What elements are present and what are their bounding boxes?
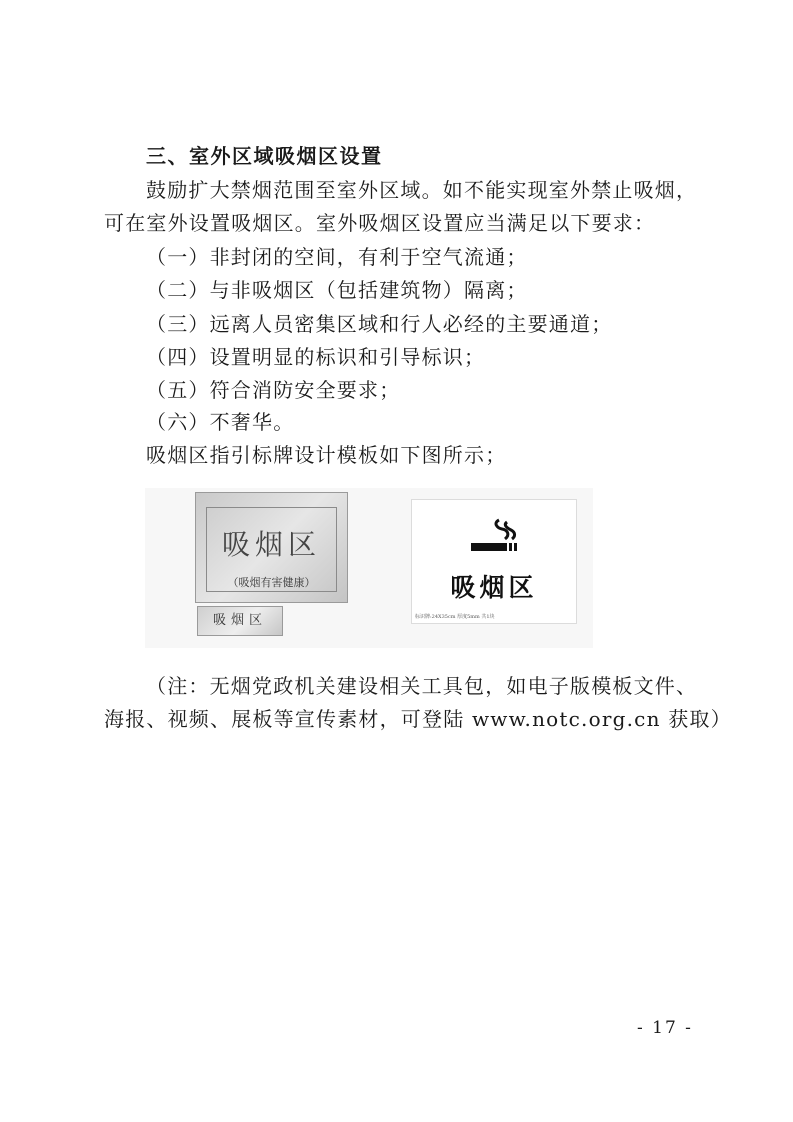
sign-subtitle: （吸烟有害健康） — [227, 576, 316, 589]
requirement-item-3: （三）远离人员密集区域和行人必经的主要通道； — [146, 312, 613, 336]
sign-title: 吸烟区 — [450, 573, 538, 602]
sign-border — [206, 507, 337, 592]
figure-intro: 吸烟区指引标牌设计模板如下图所示； — [146, 443, 507, 467]
sign-spec-text: 标识牌:24X35cm 厚度5mm 共1块 — [415, 614, 495, 620]
requirement-item-5: （五）符合消防安全要求； — [146, 378, 401, 402]
white-sign — [411, 499, 577, 624]
smoking-icon — [469, 516, 521, 558]
smoking-area-sign-figure — [145, 488, 593, 648]
requirement-item-1: （一）非封闭的空间，有利于空气流通； — [146, 245, 528, 269]
paragraph-line: 可在室外设置吸烟区。室外吸烟区设置应当满足以下要求： — [104, 211, 656, 235]
page-number: - 17 - — [637, 1018, 693, 1038]
section-heading: 三、室外区域吸烟区设置 — [146, 144, 383, 168]
sign-title: 吸烟区 — [221, 528, 321, 561]
requirement-item-6: （六）不奢华。 — [146, 410, 295, 434]
paragraph-line: 鼓励扩大禁烟范围至室外区域。如不能实现室外禁止吸烟， — [146, 178, 698, 202]
requirement-item-2: （二）与非吸烟区（包括建筑物）隔离； — [146, 278, 528, 302]
metal-sign-small: 吸烟区 — [197, 606, 283, 636]
note-line: （注：无烟党政机关建设相关工具包，如电子版模板文件、 — [146, 674, 698, 698]
requirement-item-4: （四）设置明显的标识和引导标识； — [146, 345, 486, 369]
metal-sign-large — [195, 492, 348, 603]
note-line: 海报、视频、展板等宣传素材，可登陆 www.notc.org.cn 获取） — [104, 707, 732, 731]
